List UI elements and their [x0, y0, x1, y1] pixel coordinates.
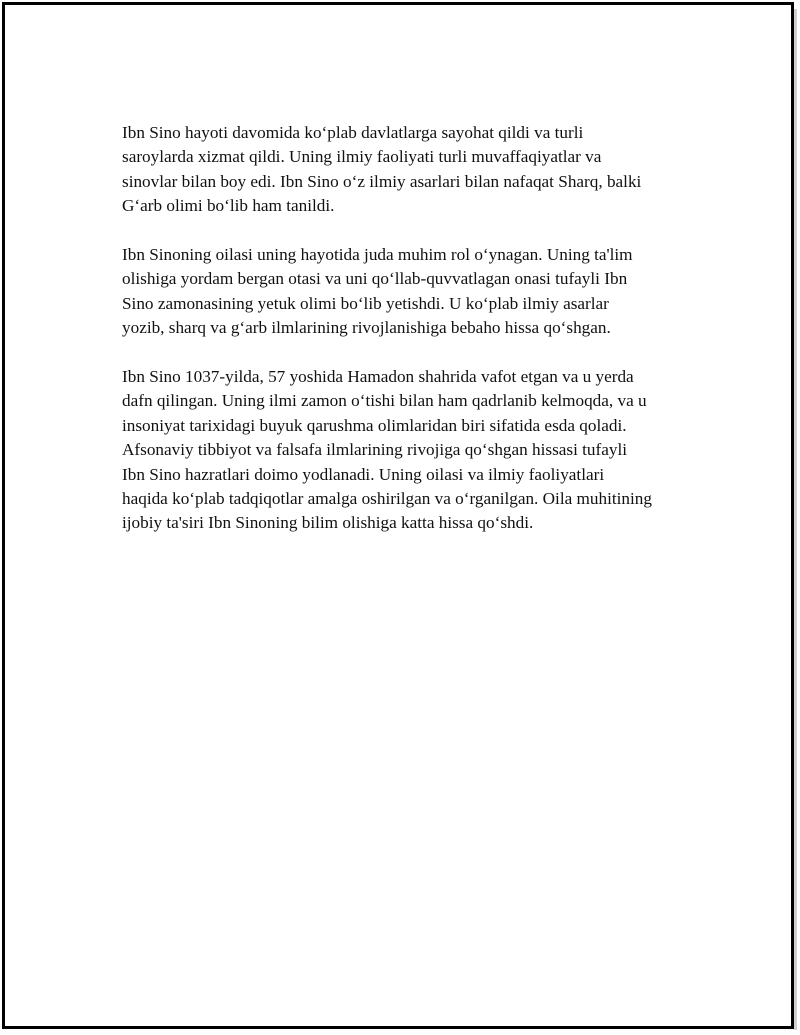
document-body [122, 121, 702, 560]
paragraph-3: Ibn Sino 1037-yilda, 57 yoshida Hamadon shahrida vafot etgan va u yerda dafn qilingan. Uning ilmi zamon o‘tishi bilan ham qadrlanib kelmoqda, va u insoniyat tarixidagi buyuk qarushma olimlaridan biri sifatida esda qoladi. Afsonaviy tibbiyot va falsafa ilmlarining rivojiga qo‘shgan hissasi tufayli Ibn Sino hazratlari doimo yodlanadi. Uning oilasi va ilmiy faoliyatlari haqida ko‘plab tadqiqotlar amalga oshirilgan va o‘rganilgan. Oila muhitining ijobiy ta'siri Ibn Sinoning bilim olishiga katta hissa qo‘shdi. [122, 367, 652, 533]
paragraph-2: Ibn Sinoning oilasi uning hayotida juda muhim rol o‘ynagan. Uning ta'lim olishiga yordam bergan otasi va uni qo‘llab-quvvatlagan onasi tufayli Ibn Sino zamonasining yetuk olimi bo‘lib yetishdi. U ko‘plab ilmiy asarlar yozib, sharq va g‘arb ilmlarining rivojlanishiga bebaho hissa qo‘shgan. [122, 245, 633, 338]
paragraph-1: Ibn Sino hayoti davomida ko‘plab davlatlarga sayohat qildi va turli saroylarda xizmat qildi. Uning ilmiy faoliyati turli muvaffaqiyatlar va sinovlar bilan boy edi. Ibn Sino o‘z ilmiy asarlari bilan nafaqat Sharq, balki G‘arb olimi bo‘lib ham tanildi. [122, 123, 642, 216]
page-frame [2, 2, 794, 1029]
